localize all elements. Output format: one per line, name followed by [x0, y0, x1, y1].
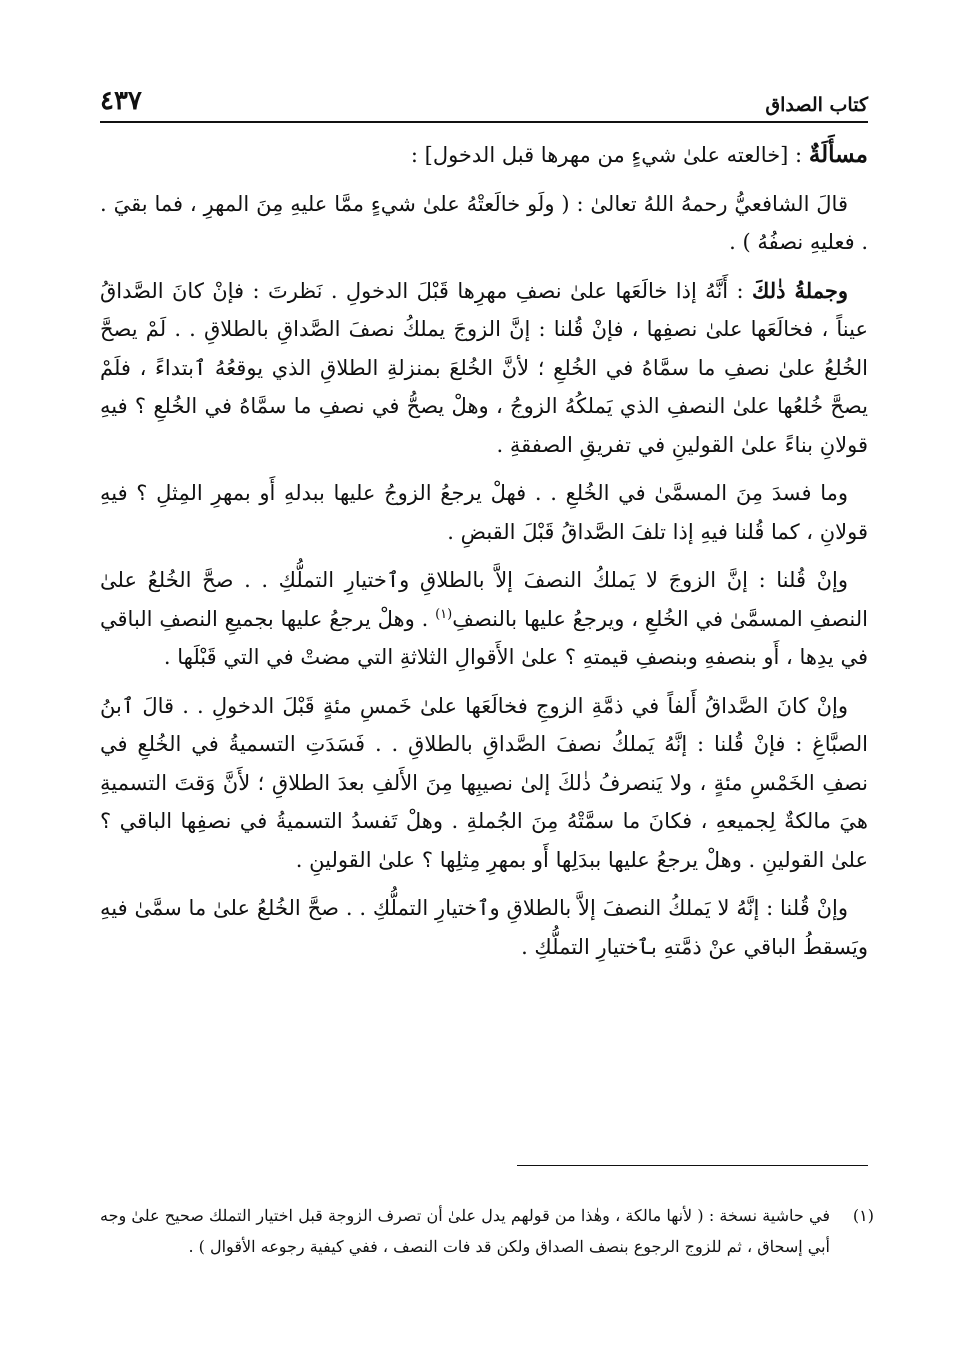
footnotes	[100, 1200, 874, 1262]
main-text	[100, 136, 868, 976]
paragraph-1: قالَ الشافعيُّ رحمهُ اللهُ تعالىٰ : ( ولَو خالَعتْهُ علىٰ شيءٍ ممَّا عليهِ مِنَ المهرِ ، فما بقيَ . . فعليهِ نصفُهُ ) .	[100, 191, 868, 254]
issue-label: مسأَلَةٌ	[808, 141, 868, 168]
footnote-item	[100, 1200, 874, 1262]
paragraph-3: وما فسدَ مِنَ المسمَّىٰ في الخُلعِ . . فهلْ يرجعُ الزوجُ عليها ببدلهِ أَو بمهرِ المِثلِ ؟ فيهِ قولانِ ، كما قُلنا فيهِ إذا تلفَ الصَّداقُ قَبْلَ القبضِ .	[100, 481, 868, 544]
paragraph-2	[100, 272, 868, 465]
issue-title: [خالعته علىٰ شيءٍ من مهرها قبل الدخول] :	[410, 143, 789, 167]
page-number: ٤٣٧	[100, 86, 142, 116]
paragraph-4-text-a: وإنْ قُلنا : إنَّ الزوجَ لا يَملكُ النصفَ إلاَّ بالطلاقِ وٱختيارِ التملُّكِ . . صحَّ الخُلعُ علىٰ النصفِ المسمَّىٰ في الخُلعِ ، ويرجعُ عليها بالنصفِ	[100, 568, 868, 631]
footnote-rule	[517, 1165, 868, 1166]
paragraph-4	[100, 561, 868, 677]
footnote-number: (١)	[852, 1206, 874, 1225]
paragraph-5: وإنْ كانَ الصَّداقُ أَلفاً في ذمَّةِ الزوجِ فخالَعَها علىٰ خَمسِ مئةٍ قَبْلَ الدخولِ . . قالَ ٱبنُ الصبَّاغِ : فإنْ قُلنا : إنَّهُ يَملكُ نصفَ الصَّداقِ بالطلاقِ . . فَسَدَتِ التسميةُ في الخُلعِ في نصفِ الخَمْسِ مئةٍ ، ولا يَنصرفُ ذٰلكَ إلىٰ نصيبِها مِنَ الأَلفِ بعدَ الطلاقِ ؛ لأَنَّ وَقتَ التسميةِ هيَ مالكةٌ لِجميعهِ ، فكانَ ما سمَّتْهُ مِنَ الجُملةِ . وهلْ تَفسدُ التسميةُ في نصفِها الباقي ؟ علىٰ القولينِ . وهلْ يرجعُ عليها ببدَلِها أَو بمهرِ مِثلِها ؟ علىٰ القولينِ .	[100, 693, 868, 872]
paragraph-4-text-b: . وهلْ يرجعُ عليها بجميعِ النصفِ الباقي في يدِها ، أَو بنصفهِ وبنصفِ قيمتهِ ؟ علىٰ الأَقوالِ الثلاثةِ التي مضتْ في التي قَبْلَها .	[100, 606, 868, 669]
issue-separator: :	[788, 143, 809, 167]
footnote-reference[interactable]: (١)	[435, 606, 453, 622]
header-rule	[100, 121, 868, 123]
page-header	[100, 82, 868, 116]
issue-heading	[100, 136, 868, 175]
paragraph-2-lead: وجملةُ ذٰلكَ	[752, 277, 848, 303]
running-title: كتاب الصداق	[765, 94, 868, 116]
paragraph-2-text: : أَنَّهُ إذا خالَعَها علىٰ نصفِ مهرِها قَبْلَ الدخولِ . نَظرتَ : فإنْ كانَ الصَّداقُ عيناً ، فخالَعَها علىٰ نصفِها ، فإنْ قُلنا : إنَّ الزوجَ يملكُ نصفَ الصَّداقِ بالطلاقِ . . لَمْ يصحَّ الخُلعُ علىٰ نصفِ ما سمَّاهُ في الخُلعِ ؛ لأنَّ الخُلعَ بمنزلةِ الطلاقِ الذي يوقعُهُ ٱبتداءً ، فلَمْ يصحَّ خُلعُها علىٰ النصفِ الذي يَملكُهُ الزوجُ ، وهلْ يصحُّ في نصفِ ما سمَّاهُ في الخُلعِ ؟ فيهِ قولانِ بناءً علىٰ القولينِ في تفريقِ الصفقةِ .	[100, 278, 868, 457]
paragraph-6: وإنْ قُلنا : إنَّهُ لا يَملكُ النصفَ إلاَّ بالطلاقِ وٱختيارِ التملُّكِ . . صحَّ الخُلعُ علىٰ ما سمَّىٰ فيهِ ويَسقطُ الباقي عنْ ذمَّتهِ بٱختيارِ التملُّكِ .	[100, 896, 868, 959]
footnote-text: في حاشية نسخة : ( لأنها مالكة ، وهٰذا من قولهم يدل علىٰ أن تصرف الزوجة قبل اختيار التملك صحيح علىٰ وجه أبي إسحاق ، ثم للزوج الرجوع بنصف الصداق ولكن قد فات النصف ، ففي كيفية رجوعه الأقوال ) .	[100, 1206, 830, 1256]
